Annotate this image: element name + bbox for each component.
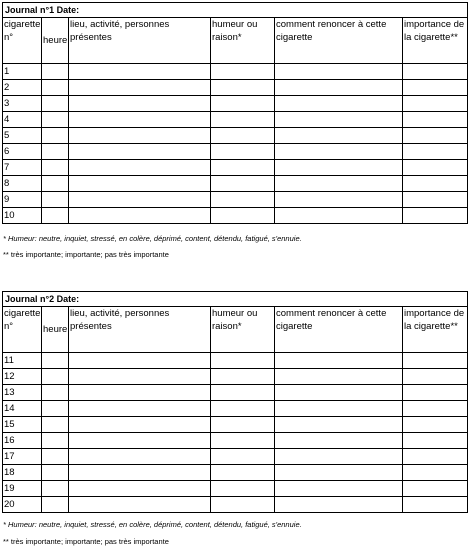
table-cell <box>42 80 69 96</box>
table-cell <box>69 64 211 80</box>
table-cell <box>42 128 69 144</box>
table-cell <box>211 160 275 176</box>
header-heure: heure <box>42 307 69 353</box>
table-cell <box>42 96 69 112</box>
table-cell <box>275 465 403 481</box>
table-cell <box>69 417 211 433</box>
header-importance: importance de la cigarette** <box>403 307 468 353</box>
table-cell <box>69 160 211 176</box>
journal-1-note-importance: ** très importante; importante; pas très importante <box>3 250 169 259</box>
table-cell <box>403 353 468 369</box>
header-importance: importance de la cigarette** <box>403 18 468 64</box>
table-cell <box>275 192 403 208</box>
table-cell <box>69 128 211 144</box>
table-cell <box>211 96 275 112</box>
table-cell <box>69 144 211 160</box>
table-row <box>3 369 468 385</box>
header-cigarette: cigarette n° <box>3 307 42 353</box>
table-cell <box>403 385 468 401</box>
table-cell <box>211 192 275 208</box>
table-row <box>3 192 468 208</box>
table-cell <box>403 112 468 128</box>
journal-1-table <box>2 2 468 224</box>
table-cell <box>211 449 275 465</box>
table-cell <box>275 144 403 160</box>
table-cell <box>69 80 211 96</box>
table-row <box>3 144 468 160</box>
table-row <box>3 96 468 112</box>
table-cell <box>403 176 468 192</box>
table-cell <box>211 208 275 224</box>
table-cell <box>42 64 69 80</box>
table-cell <box>42 417 69 433</box>
table-row <box>3 128 468 144</box>
table-cell <box>275 112 403 128</box>
table-cell <box>275 497 403 513</box>
table-cell <box>211 64 275 80</box>
table-cell <box>275 385 403 401</box>
table-cell <box>69 369 211 385</box>
cigarette-number: 16 <box>3 433 42 449</box>
header-comment: comment renoncer à cette cigarette <box>275 18 403 64</box>
table-row <box>3 417 468 433</box>
table-cell <box>403 208 468 224</box>
table-cell <box>403 128 468 144</box>
table-cell <box>211 353 275 369</box>
cigarette-number: 20 <box>3 497 42 513</box>
cigarette-number: 1 <box>3 64 42 80</box>
table-cell <box>42 465 69 481</box>
cigarette-number: 19 <box>3 481 42 497</box>
table-cell <box>275 208 403 224</box>
journal-1-rows <box>3 64 468 224</box>
table-cell <box>275 64 403 80</box>
table-cell <box>69 449 211 465</box>
table-cell <box>403 64 468 80</box>
journal-2-rows <box>3 353 468 513</box>
table-cell <box>403 449 468 465</box>
table-row <box>3 80 468 96</box>
table-row <box>3 176 468 192</box>
table-cell <box>42 160 69 176</box>
table-cell <box>42 208 69 224</box>
cigarette-number: 18 <box>3 465 42 481</box>
cigarette-number: 5 <box>3 128 42 144</box>
table-cell <box>42 192 69 208</box>
table-cell <box>211 417 275 433</box>
journal-1-note-humeur: * Humeur: neutre, inquiet, stressé, en colère, déprimé, content, détendu, fatigué, s'ennuie. <box>3 234 302 243</box>
table-cell <box>275 176 403 192</box>
table-cell <box>42 481 69 497</box>
table-cell <box>275 128 403 144</box>
cigarette-number: 11 <box>3 353 42 369</box>
table-cell <box>275 80 403 96</box>
table-row <box>3 481 468 497</box>
cigarette-number: 9 <box>3 192 42 208</box>
table-cell <box>211 112 275 128</box>
table-cell <box>403 417 468 433</box>
table-cell <box>42 176 69 192</box>
table-cell <box>42 385 69 401</box>
table-cell <box>69 401 211 417</box>
table-cell <box>403 401 468 417</box>
table-cell <box>69 433 211 449</box>
table-cell <box>42 144 69 160</box>
cigarette-number: 3 <box>3 96 42 112</box>
table-cell <box>275 369 403 385</box>
table-cell <box>211 465 275 481</box>
table-cell <box>42 497 69 513</box>
header-heure: heure <box>42 18 69 64</box>
table-cell <box>275 417 403 433</box>
cigarette-number: 15 <box>3 417 42 433</box>
header-humeur: humeur ou raison* <box>211 18 275 64</box>
header-lieu: lieu, activité, personnes présentes <box>69 18 211 64</box>
header-humeur: humeur ou raison* <box>211 307 275 353</box>
table-cell <box>211 385 275 401</box>
table-cell <box>275 481 403 497</box>
cigarette-number: 8 <box>3 176 42 192</box>
table-cell <box>69 353 211 369</box>
table-cell <box>275 160 403 176</box>
table-cell <box>211 369 275 385</box>
cigarette-number: 13 <box>3 385 42 401</box>
table-cell <box>211 481 275 497</box>
table-row <box>3 401 468 417</box>
table-row <box>3 208 468 224</box>
table-cell <box>211 497 275 513</box>
table-cell <box>42 449 69 465</box>
table-row <box>3 160 468 176</box>
table-cell <box>69 481 211 497</box>
journal-2-note-importance: ** très importante; importante; pas très importante <box>3 537 169 546</box>
table-cell <box>275 401 403 417</box>
table-cell <box>403 369 468 385</box>
table-cell <box>403 80 468 96</box>
table-cell <box>403 192 468 208</box>
table-cell <box>211 144 275 160</box>
journal-2-note-humeur: * Humeur: neutre, inquiet, stressé, en colère, déprimé, content, détendu, fatigué, s'ennuie. <box>3 520 302 529</box>
table-cell <box>275 433 403 449</box>
table-cell <box>42 433 69 449</box>
table-cell <box>42 112 69 128</box>
table-cell <box>275 96 403 112</box>
table-cell <box>403 144 468 160</box>
table-cell <box>211 401 275 417</box>
table-cell <box>69 497 211 513</box>
table-cell <box>211 433 275 449</box>
table-cell <box>42 401 69 417</box>
table-cell <box>69 96 211 112</box>
table-cell <box>403 96 468 112</box>
table-row <box>3 64 468 80</box>
table-cell <box>275 449 403 465</box>
table-cell <box>69 385 211 401</box>
cigarette-number: 4 <box>3 112 42 128</box>
journal-2 <box>2 291 467 513</box>
cigarette-number: 6 <box>3 144 42 160</box>
table-cell <box>403 497 468 513</box>
cigarette-number: 7 <box>3 160 42 176</box>
table-cell <box>69 192 211 208</box>
table-cell <box>403 465 468 481</box>
table-cell <box>403 433 468 449</box>
header-comment: comment renoncer à cette cigarette <box>275 307 403 353</box>
cigarette-number: 17 <box>3 449 42 465</box>
table-cell <box>211 176 275 192</box>
header-cigarette: cigarette n° <box>3 18 42 64</box>
journal-1 <box>2 2 467 224</box>
table-cell <box>403 481 468 497</box>
table-cell <box>42 369 69 385</box>
table-cell <box>69 208 211 224</box>
table-cell <box>42 353 69 369</box>
table-cell <box>211 128 275 144</box>
cigarette-number: 12 <box>3 369 42 385</box>
table-row <box>3 385 468 401</box>
table-cell <box>69 112 211 128</box>
header-lieu: lieu, activité, personnes présentes <box>69 307 211 353</box>
journal-2-table <box>2 291 468 513</box>
table-cell <box>69 465 211 481</box>
cigarette-number: 14 <box>3 401 42 417</box>
table-row <box>3 112 468 128</box>
journal-1-title: Journal n°1 Date: <box>3 3 468 18</box>
table-row <box>3 449 468 465</box>
table-row <box>3 465 468 481</box>
cigarette-number: 2 <box>3 80 42 96</box>
journal-2-title: Journal n°2 Date: <box>3 292 468 307</box>
table-cell <box>275 353 403 369</box>
table-cell <box>69 176 211 192</box>
table-cell <box>403 160 468 176</box>
cigarette-number: 10 <box>3 208 42 224</box>
table-row <box>3 497 468 513</box>
table-cell <box>211 80 275 96</box>
table-row <box>3 353 468 369</box>
table-row <box>3 433 468 449</box>
